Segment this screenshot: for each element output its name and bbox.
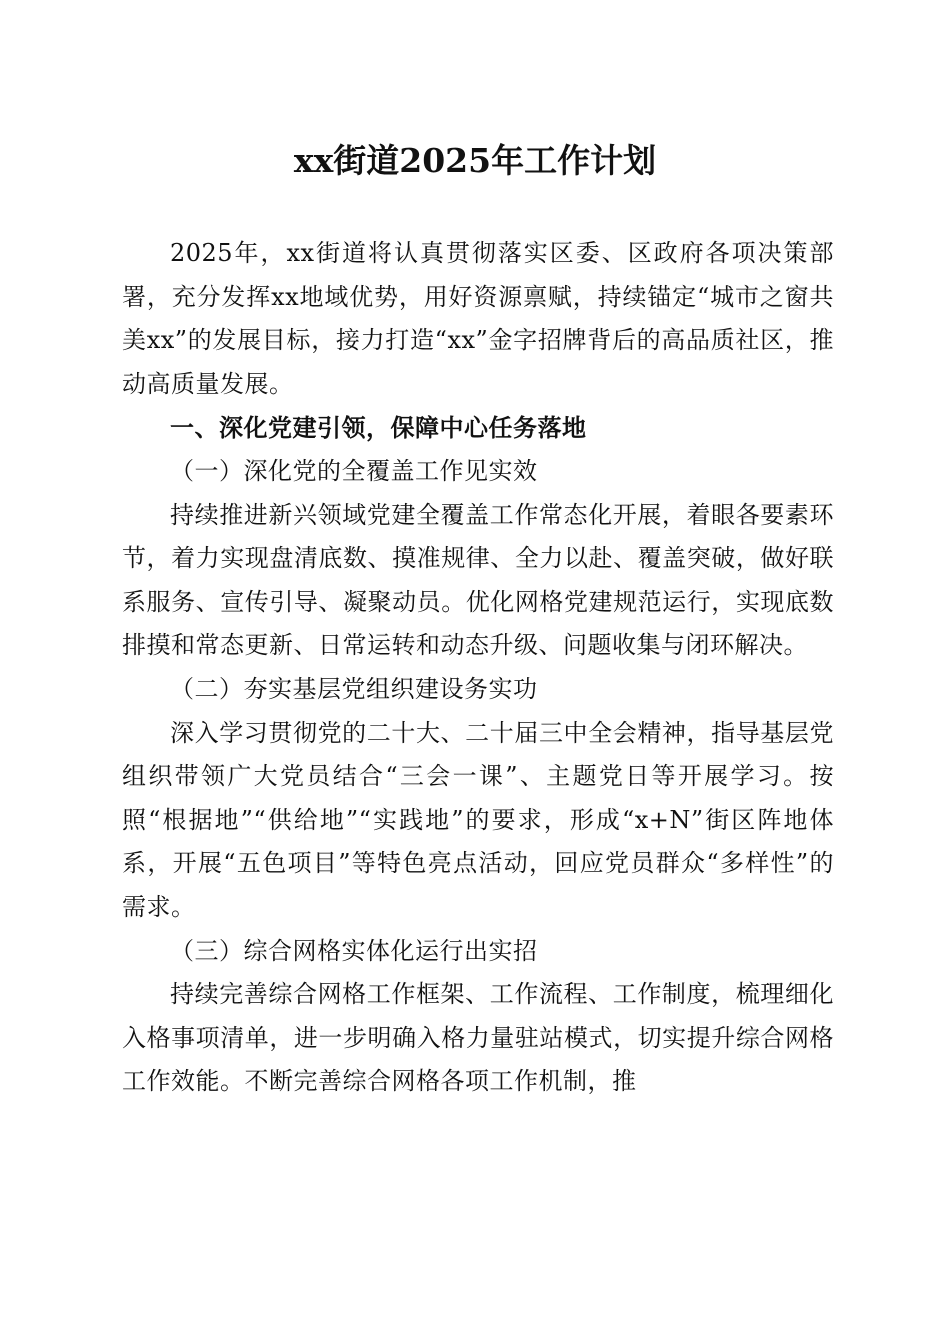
document-title: xx街道2025年工作计划 [293,141,657,180]
subsection-paragraph-2: 深入学习贯彻党的二十大、二十届三中全会精神，指导基层党组织带领广大党员结合“三会一课”、主题党日等开展学习。按照“根据地”“供给地”“实践地”的要求，形成“x+N”街区阵地体系，开展“五色项目”等特色亮点活动，回应党员群众“多样性”的需求。 [122,718,834,921]
subsection-heading-1: （一）深化党的全覆盖工作见实效 [170,456,538,485]
section-heading-1: 一、深化党建引领，保障中心任务落地 [170,413,587,443]
subsection-paragraph-1: 持续推进新兴领域党建全覆盖工作常态化开展，着眼各要素环节，着力实现盘清底数、摸准规律、全力以赴、覆盖突破，做好联系服务、宣传引导、凝聚动员。优化网格党建规范运行，实现底数排摸和常态更新、日常运转和动态升级、问题收集与闭环解决。 [122,500,834,660]
intro-paragraph: 2025年，xx街道将认真贯彻落实区委、区政府各项决策部署，充分发挥xx地域优势，用好资源禀赋，持续锚定“城市之窗共美xx”的发展目标，接力打造“xx”金字招牌背后的高品质社区，推动高质量发展。 [122,239,834,398]
subsection-heading-2: （二）夯实基层党组织建设务实功 [170,674,538,703]
subsection-paragraph-3: 持续完善综合网格工作框架、工作流程、工作制度，梳理细化入格事项清单，进一步明确入格力量驻站模式，切实提升综合网格工作效能。不断完善综合网格各项工作机制，推 [122,980,834,1096]
document-body [122,232,834,1104]
subsection-heading-3: （三）综合网格实体化运行出实招 [170,936,538,965]
